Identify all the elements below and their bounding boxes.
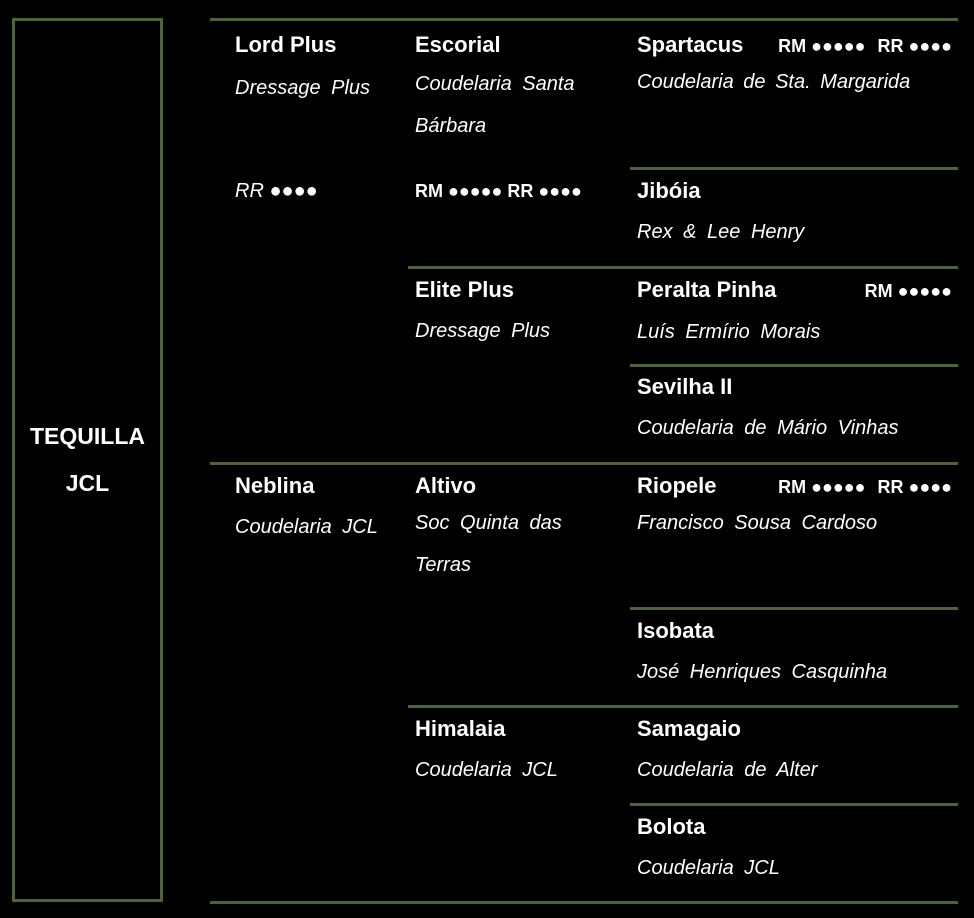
dam-breeder: Coudelaria JCL bbox=[235, 516, 378, 538]
sire-dam-name: Elite Plus bbox=[415, 277, 515, 302]
gen3-breeder: Coudelaria de Sta. Margarida bbox=[637, 71, 911, 93]
subject-box bbox=[12, 18, 163, 902]
rule-g1-1 bbox=[210, 462, 958, 465]
gen3-breeder: Rex & Lee Henry bbox=[637, 221, 805, 243]
rr-badge: RR ●●●● bbox=[877, 477, 952, 497]
rating-badges bbox=[778, 474, 952, 500]
gen3-cell-isobata bbox=[637, 618, 952, 693]
rule-g2-3 bbox=[408, 705, 958, 708]
gen3-name: Bolota bbox=[637, 814, 706, 839]
gen3-name: Peralta Pinha bbox=[637, 277, 777, 302]
gen3-breeder: Coudelaria de Mário Vinhas bbox=[637, 417, 899, 439]
rule-g3-5 bbox=[630, 607, 958, 610]
dam-sire-cell bbox=[415, 473, 625, 586]
dam-cell bbox=[235, 473, 405, 548]
gen3-breeder: Coudelaria de Alter bbox=[637, 759, 818, 781]
sire-rating: RR ●●●● bbox=[235, 180, 318, 202]
gen3-name: Spartacus bbox=[637, 32, 744, 57]
sire-name: Lord Plus bbox=[235, 32, 337, 57]
dam-sire-breeder-line2: Terras bbox=[415, 554, 471, 576]
dam-sire-breeder-line1: Soc Quinta das bbox=[415, 512, 562, 534]
rating-badges bbox=[865, 278, 952, 304]
sire-sire-cell bbox=[415, 32, 625, 147]
gen3-cell-spartacus bbox=[637, 32, 952, 103]
gen3-breeder: Francisco Sousa Cardoso bbox=[637, 512, 878, 534]
rm-badge: RM ●●●●● bbox=[864, 281, 952, 301]
dam-dam-cell bbox=[415, 716, 625, 791]
rr-badge: RR ●●●● bbox=[877, 36, 952, 56]
dam-sire-name: Altivo bbox=[415, 473, 477, 498]
sire-sire-name: Escorial bbox=[415, 32, 501, 57]
gen3-cell-jiboia bbox=[637, 178, 952, 253]
sire-cell bbox=[235, 32, 405, 109]
rule-bottom bbox=[210, 901, 958, 904]
gen3-name: Isobata bbox=[637, 618, 715, 643]
rule-top bbox=[210, 18, 958, 21]
rule-g3-7 bbox=[630, 803, 958, 806]
sire-breeder: Dressage Plus bbox=[235, 77, 371, 99]
gen3-name: Samagaio bbox=[637, 716, 741, 741]
subject-name: TEQUILLA bbox=[30, 423, 145, 449]
sire-sire-breeder-line1: Coudelaria Santa bbox=[415, 73, 575, 95]
gen3-name: Riopele bbox=[637, 473, 717, 498]
gen3-breeder: Coudelaria JCL bbox=[637, 857, 780, 879]
sire-dam-breeder: Dressage Plus bbox=[415, 320, 551, 342]
rule-g3-3 bbox=[630, 364, 958, 367]
dam-dam-name: Himalaia bbox=[415, 716, 506, 741]
sire-dam-cell bbox=[415, 277, 625, 352]
sire-sire-breeder-line2: Bárbara bbox=[415, 115, 487, 137]
rule-g2-1 bbox=[408, 266, 958, 269]
gen3-name: Sevilha II bbox=[637, 374, 733, 399]
gen3-cell-riopele bbox=[637, 473, 952, 544]
gen3-cell-sevilha bbox=[637, 374, 952, 449]
rule-g3-1 bbox=[630, 167, 958, 170]
gen3-cell-peralta-pinha bbox=[637, 277, 952, 353]
gen3-breeder: José Henriques Casquinha bbox=[637, 661, 888, 683]
gen3-breeder: Luís Ermírio Morais bbox=[637, 321, 821, 343]
gen3-name: Jibóia bbox=[637, 178, 701, 203]
subject-suffix: JCL bbox=[65, 470, 110, 496]
gen3-cell-bolota bbox=[637, 814, 952, 889]
dam-name: Neblina bbox=[235, 473, 315, 498]
rm-badge: RM ●●●●● bbox=[778, 36, 866, 56]
rm-badge: RM ●●●●● bbox=[778, 477, 866, 497]
sire-sire-rating: RM ●●●●● RR ●●●● bbox=[415, 181, 582, 201]
dam-dam-breeder: Coudelaria JCL bbox=[415, 759, 558, 781]
gen3-cell-samagaio bbox=[637, 716, 952, 791]
rating-badges bbox=[778, 33, 952, 59]
